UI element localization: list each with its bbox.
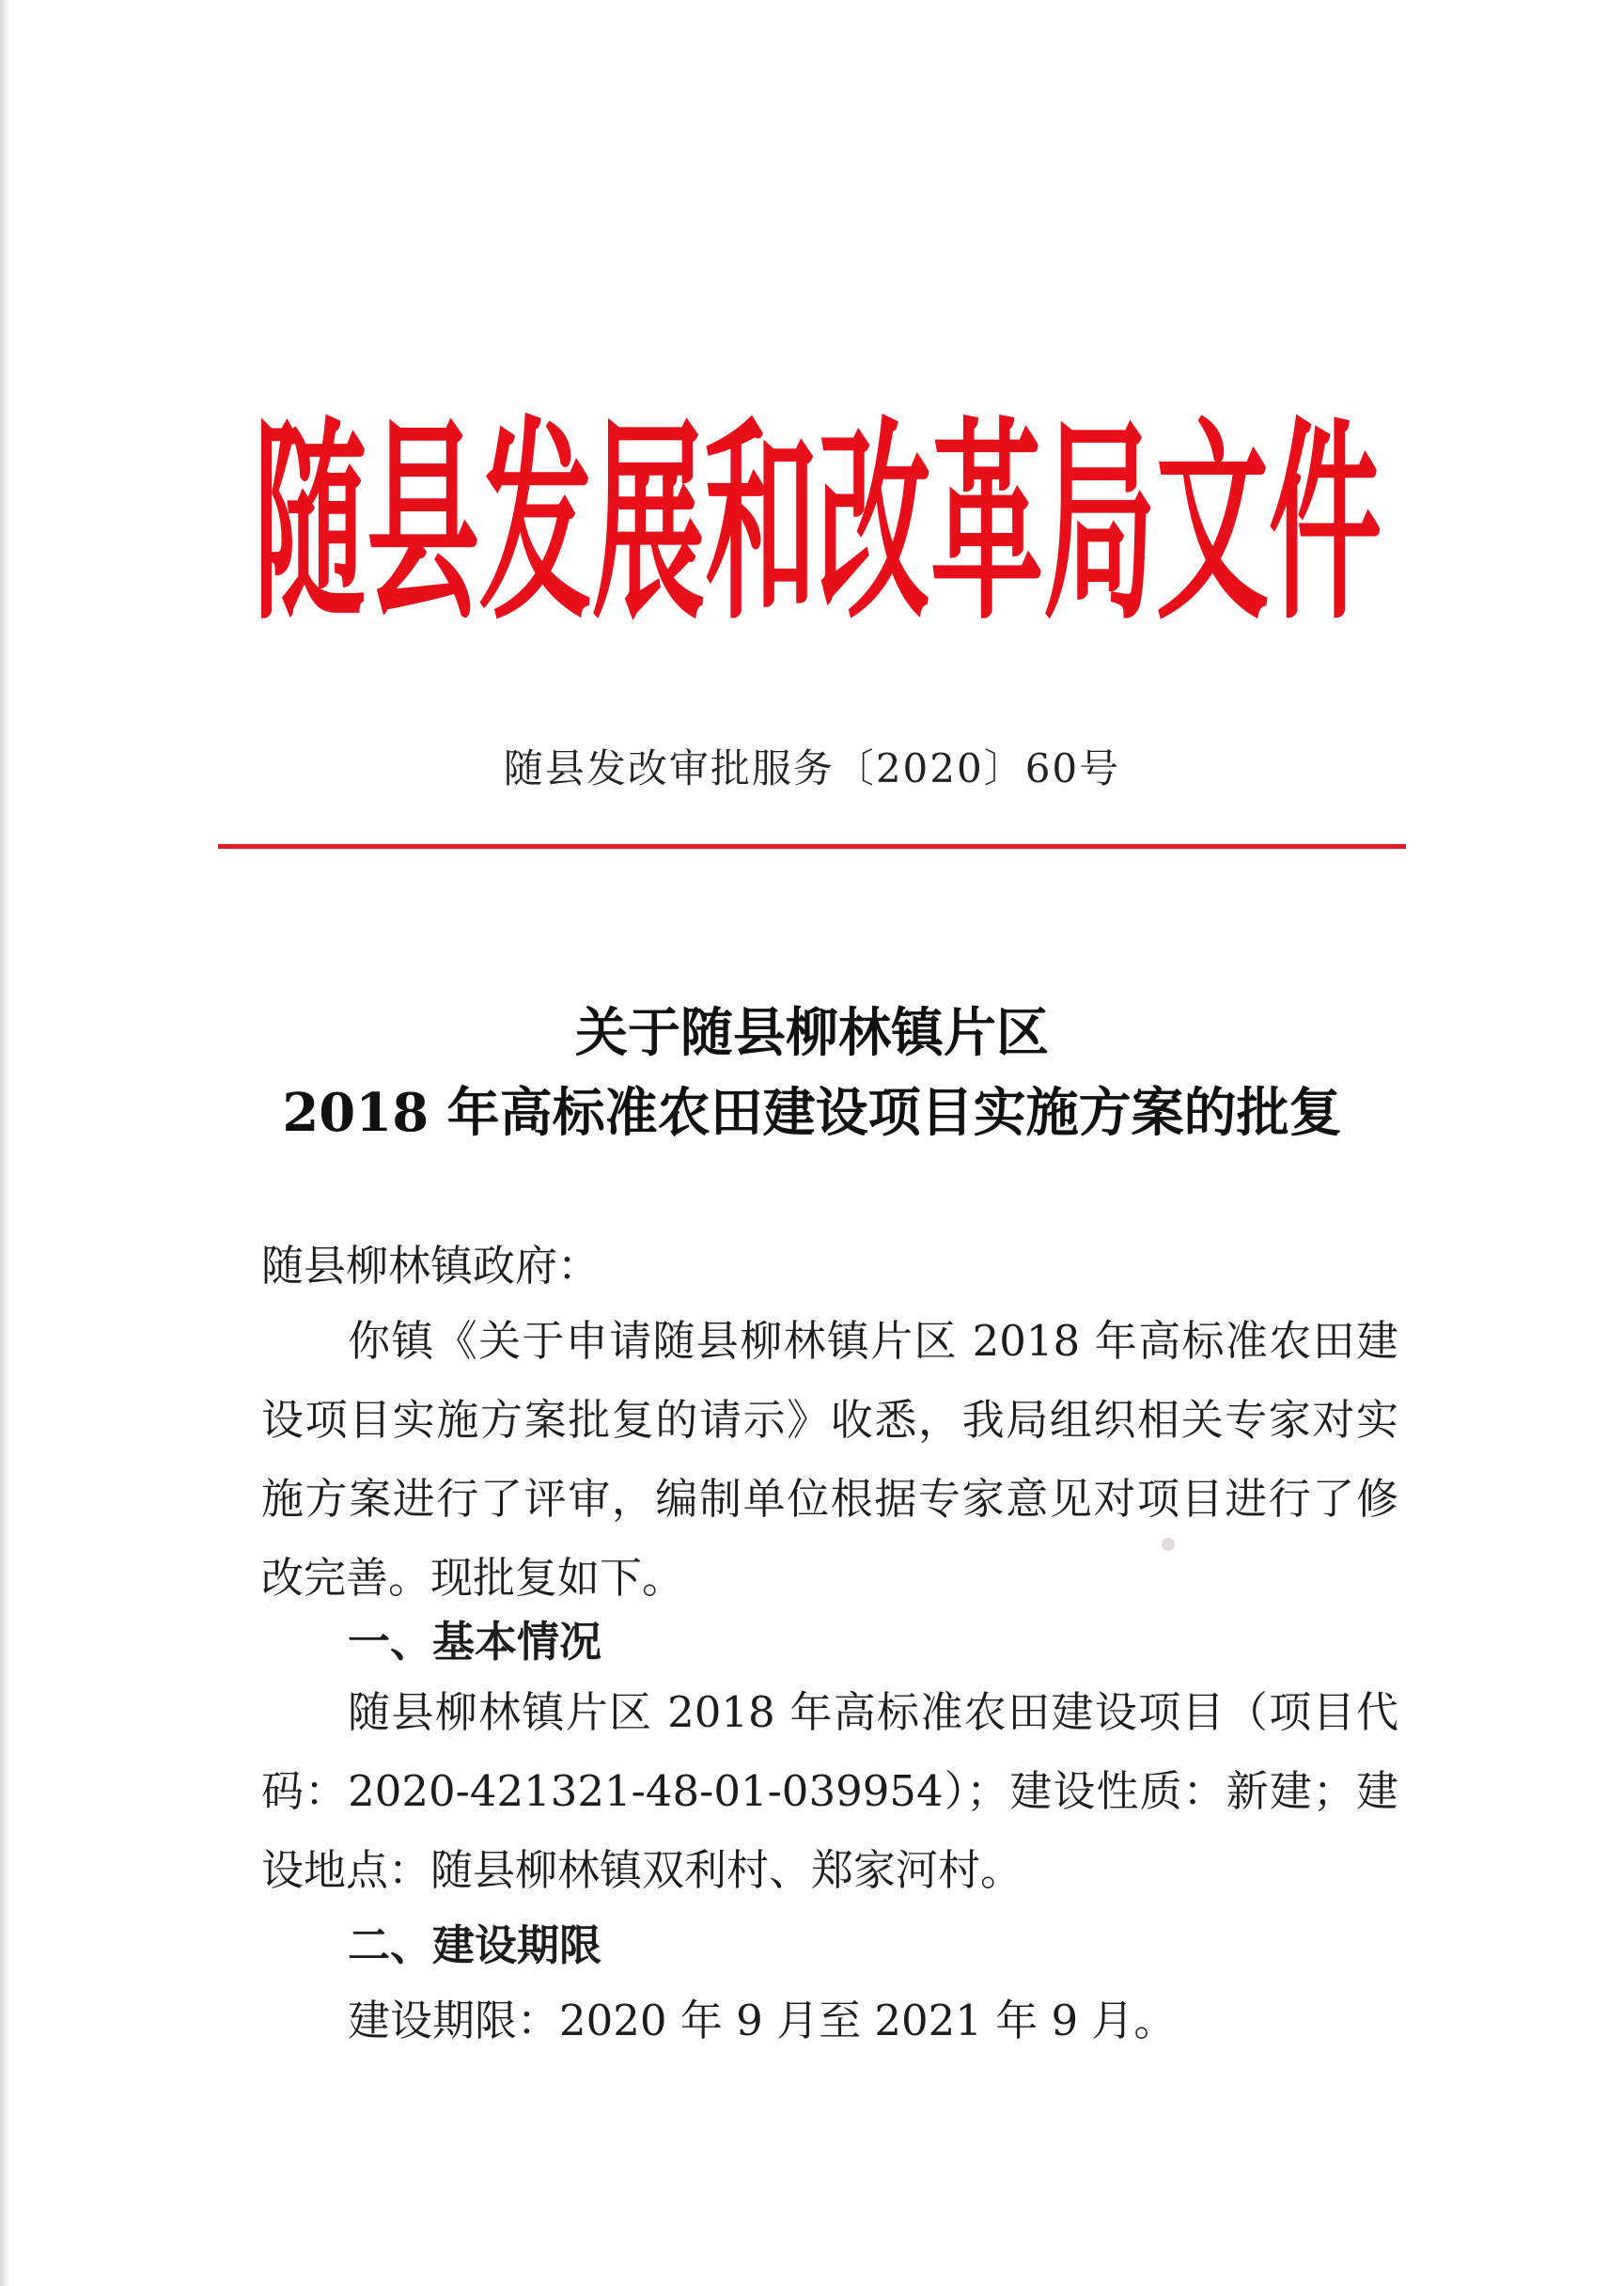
- body-paragraph-basic-info: 随县柳林镇片区 2018 年高标准农田建设项目（项目代码：2020-421321-48-01-039954）；建设性质：新建；建设地点：随县柳林镇双利村、郑家河村。: [261, 1687, 1398, 1895]
- section-heading-basic-info: 一、基本情况: [348, 1617, 602, 1667]
- section-heading-construction-period: 二、建设期限: [348, 1920, 602, 1970]
- addressee: 随县柳林镇政府：: [261, 1241, 601, 1291]
- issuing-authority-header: 随县发展和改革局文件: [254, 401, 1382, 650]
- scan-speck: [1162, 1538, 1175, 1551]
- document-title-line-2: 2018 年高标准农田建设项目实施方案的批复: [282, 1082, 1342, 1144]
- body-paragraph-construction-period: 建设期限：2020 年 9 月至 2021 年 9 月。: [348, 1996, 1177, 2045]
- body-paragraph-intro: 你镇《关于申请随县柳林镇片区 2018 年高标准农田建设项目实施方案批复的请示》收悉，我局组织相关专家对实施方案进行了评审，编制单位根据专家意见对项目进行了修改完善。现批复如下。: [261, 1316, 1398, 1603]
- document-title-line-1: 关于随县柳林镇片区: [575, 1002, 1049, 1064]
- red-divider-line: [218, 844, 1406, 849]
- document-number: 随县发改审批服务〔2020〕60号: [503, 745, 1121, 791]
